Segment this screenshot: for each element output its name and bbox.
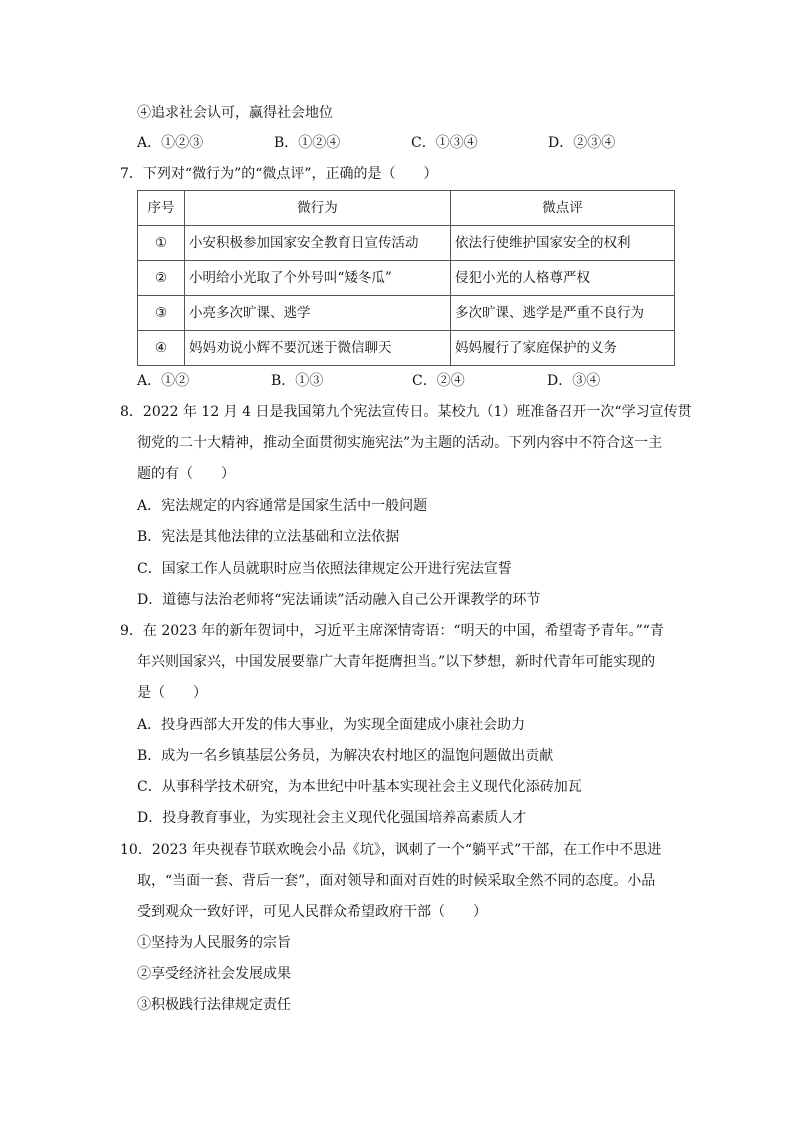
q9-option-d: D．投身教育事业，为实现社会主义现代化强国培养高素质人才 <box>137 810 527 826</box>
q6-option-a: A．①②③ <box>137 135 204 151</box>
q9-option-c: C．从事科学技术研究，为本世纪中叶基本实现社会主义现代化添砖加瓦 <box>137 779 582 795</box>
table-row <box>138 296 675 331</box>
q7-options <box>137 371 697 391</box>
q10-stem-line-2: 取，“当面一套、背后一套”，面对领导和面对百姓的时候采取全然不同的态度。小品 <box>137 873 656 889</box>
q7-table <box>137 190 675 366</box>
q7-stem: 7．下列对“微行为”的“微点评”，正确的是（ ） <box>120 166 438 182</box>
row-comment: 妈妈履行了家庭保护的义务 <box>451 331 675 366</box>
q8-option-a: A．宪法规定的内容通常是国家生活中一般问题 <box>137 498 428 514</box>
q7-option-d: D．③④ <box>547 373 601 389</box>
table-row <box>138 331 675 366</box>
q9-option-a: A．投身西部大开发的伟大事业，为实现全面建成小康社会助力 <box>137 717 526 733</box>
q10-item-3: ③积极践行法律规定责任 <box>137 997 291 1013</box>
row-comment: 侵犯小光的人格尊严权 <box>451 261 675 296</box>
q10-item-1: ①坚持为人民服务的宗旨 <box>137 935 291 951</box>
row-number: ③ <box>138 296 185 331</box>
q9-option-b: B．成为一名乡镇基层公务员，为解决农村地区的温饱问题做出贡献 <box>137 748 554 764</box>
header-comment: 微点评 <box>451 191 675 226</box>
row-number: ④ <box>138 331 185 366</box>
q8-option-d: D．道德与法治老师将“宪法诵读”活动融入自己公开课教学的环节 <box>137 592 541 608</box>
q7-option-c: C．②④ <box>412 373 465 389</box>
q8-stem-line-3: 题的有（ ） <box>137 466 235 482</box>
q9-stem-line-1: 9．在 2023 年的新年贺词中，习近平主席深情寄语：“明天的中国，希望寄予青年。”“青 <box>120 623 664 639</box>
header-behavior: 微行为 <box>185 191 451 226</box>
q6-options <box>137 133 697 153</box>
q9-stem-line-2: 年兴则国家兴，中国发展要靠广大青年挺膺担当。”以下梦想，新时代青年可能实现的 <box>137 654 656 670</box>
q6-option-b: B．①②④ <box>274 135 341 151</box>
q8-stem-line-2: 彻党的二十大精神，推动全面贯彻实施宪法”为主题的活动。下列内容中不符合这一主 <box>137 435 663 451</box>
table-row <box>138 261 675 296</box>
table-header-row <box>138 191 675 226</box>
row-behavior: 小明给小光取了个外号叫“矮冬瓜” <box>185 261 451 296</box>
header-number: 序号 <box>138 191 185 226</box>
row-number: ① <box>138 226 185 261</box>
q10-stem-line-1: 10．2023 年央视春节联欢晚会小品《坑》，讽刺了一个“躺平式”干部，在工作中不思进 <box>120 842 662 858</box>
q9-stem-line-3: 是（ ） <box>137 685 207 701</box>
q6-option-c: C．①③④ <box>411 135 478 151</box>
q7-option-a: A．①② <box>137 373 190 389</box>
row-number: ② <box>138 261 185 296</box>
row-behavior: 小安积极参加国家安全教育日宣传活动 <box>185 226 451 261</box>
row-behavior: 小亮多次旷课、逃学 <box>185 296 451 331</box>
q8-option-b: B．宪法是其他法律的立法基础和立法依据 <box>137 529 400 545</box>
row-comment: 依法行使维护国家安全的权利 <box>451 226 675 261</box>
q6-option-d: D．②③④ <box>548 135 616 151</box>
q7-option-b: B．①③ <box>271 373 324 389</box>
row-comment: 多次旷课、逃学是严重不良行为 <box>451 296 675 331</box>
table-row <box>138 226 675 261</box>
q10-stem-line-3: 受到观众一致好评，可见人民群众希望政府干部（ ） <box>137 904 487 920</box>
q6-item-4: ④追求社会认可，赢得社会地位 <box>137 105 333 121</box>
q8-stem-line-1: 8．2022 年 12 月 4 日是我国第九个宪法宣传日。某校九（1）班准备召开一次“学习宣传贯 <box>120 404 692 420</box>
q10-item-2: ②享受经济社会发展成果 <box>137 966 291 982</box>
q8-option-c: C．国家工作人员就职时应当依照法律规定公开进行宪法宣誓 <box>137 561 512 577</box>
row-behavior: 妈妈劝说小辉不要沉迷于微信聊天 <box>185 331 451 366</box>
